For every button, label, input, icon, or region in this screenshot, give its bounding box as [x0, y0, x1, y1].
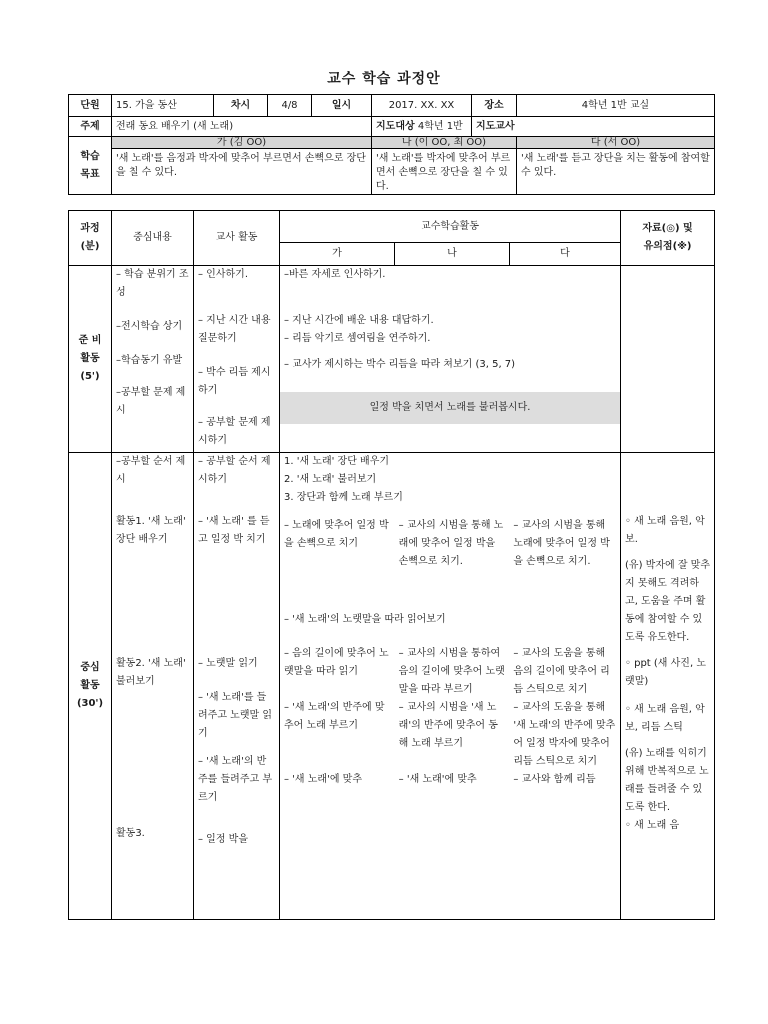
act2-a3: – '새 노래'의 반주에 맞추어 노래 부르기: [284, 702, 385, 731]
act1-materials: ◦ 새 노래 음원, 악보.: [625, 516, 705, 545]
act2-c3: – 교사의 도움을 통해 '새 노래'의 반주에 맞추어 일정 박자에 맞추어 리듬 스틱으로 치기: [513, 702, 616, 767]
core-teacher-item: – 일정 박을: [198, 834, 248, 845]
place-label: 장소: [472, 95, 517, 117]
act2-row2: [280, 645, 620, 699]
target-label: 지도대상: [376, 120, 415, 132]
prep-teacher-item: – 지난 시간 내용 질문하기: [198, 315, 271, 344]
core-teacher: [194, 453, 280, 920]
learning-problem-box: 일정 박을 치면서 노래를 불러봅시다.: [280, 392, 620, 424]
teacher-activity-header: 교사 활동: [194, 211, 280, 266]
act3-row: [280, 771, 620, 789]
core-phase: [69, 453, 112, 920]
core-content-item: 활동3.: [116, 828, 145, 839]
group-a-header: 가 (김 OO): [112, 137, 372, 149]
act2-materials-1: ◦ ppt (새 사진, 노랫말): [625, 658, 706, 687]
act3-materials: ◦ 새 노래 음: [625, 820, 680, 831]
prep-content-item: –전시학습 상기: [116, 321, 183, 332]
target-value: [372, 117, 472, 137]
prep-teacher-item: – 박수 리듬 제시하기: [198, 367, 271, 396]
core-teacher-item: – 노랫말 읽기: [198, 658, 258, 669]
act2-c2: – 교사의 도움을 통해 음의 길이에 맞추어 리듬 스틱으로 치기: [513, 648, 610, 695]
activity-header: 교수학습활동: [280, 211, 621, 243]
core-phase-line3: (30'): [76, 698, 104, 709]
date-label: 일시: [312, 95, 372, 117]
prep-phase-line2: 활동: [80, 353, 100, 364]
prep-phase-line3: (5'): [80, 371, 100, 382]
unit-value: 15. 가을 동산: [112, 95, 214, 117]
prep-teacher-item: – 인사하기.: [198, 269, 248, 280]
act2-materials-2: ◦ 새 노래 음원, 악보, 리듬 스틱: [625, 704, 705, 733]
core-materials: [621, 453, 715, 920]
page-title: 교수 학습 과정안: [327, 71, 441, 87]
act3-a: – '새 노래'에 맞추: [284, 774, 362, 785]
prep-teacher-item: – 공부할 문제 제시하기: [198, 417, 271, 446]
period-value: 4/8: [268, 95, 312, 117]
act2-b2: – 교사의 시범을 통하여 음의 길이에 맞추어 노랫말을 따라 부르기: [398, 648, 505, 695]
core-teacher-item: – 공부할 순서 제시하기: [198, 456, 271, 485]
prep-phase: [69, 266, 112, 453]
group-c-col: 다: [510, 243, 621, 266]
prep-activity-item: –바른 자세로 인사하기.: [284, 269, 386, 280]
core-phase-line1: 중심: [80, 662, 100, 673]
period-label: 차시: [214, 95, 268, 117]
core-content-item: –공부할 순서 제시: [116, 456, 186, 485]
prep-content-item: –학습동기 유발: [116, 355, 183, 366]
process-header-line2: (분): [80, 241, 100, 252]
act2-row1: – '새 노래'의 노랫말을 따라 읽어보기: [284, 614, 446, 625]
lesson-info-table: [68, 94, 715, 195]
topic-label: 주제: [69, 117, 112, 137]
objective-label-line1: 학습: [80, 150, 100, 162]
objective-c: '새 노래'를 듣고 장단을 치는 활동에 참여할 수 있다.: [517, 149, 715, 195]
group-b-col: 나: [395, 243, 510, 266]
act1-note: (유) 박자에 잘 맞추지 못해도 격려하고, 도움을 주며 활동에 참여할 수 있도록 유도한다.: [625, 560, 710, 643]
act2-b3: – 교사의 시범을 '새 노래'의 반주에 맞추어 동해 노래 부르기: [398, 702, 498, 749]
objective-b: '새 노래'를 박자에 맞추어 부르면서 손뼉으로 장단을 칠 수 있다.: [372, 149, 517, 195]
teacher-cell: [472, 117, 715, 137]
act1-a: – 노래에 맞추어 일정 박을 손뼉으로 치기: [284, 520, 389, 549]
materials-header: [621, 211, 715, 266]
prep-content-item: –공부할 문제 제시: [116, 387, 186, 416]
act2-note: (유) 노래를 익히기 위해 반복적으로 노래를 들려줄 수 있도록 한다.: [625, 748, 709, 813]
act2-row3: [280, 699, 620, 771]
teacher-label: 지도교사: [476, 120, 515, 132]
core-teacher-item: – '새 노래' 를 듣고 일정 박 치기: [198, 516, 270, 545]
core-phase-line2: 활동: [80, 680, 100, 691]
act1-b: – 교사의 시범을 통해 노래에 맞추어 일정 박을 손뼉으로 치기.: [398, 520, 504, 567]
core-content-item: 활동1. '새 노래' 장단 배우기: [116, 516, 186, 545]
order-item: 2. '새 노래' 불러보기: [284, 474, 377, 485]
lesson-process-table: [68, 210, 715, 920]
prep-activity-item: – 지난 시간에 배운 내용 대답하기.: [284, 315, 434, 326]
act1-row: [280, 517, 620, 571]
order-item: 1. '새 노래' 장단 배우기: [284, 456, 390, 467]
prep-materials: [621, 266, 715, 453]
act2-a2: – 음의 길이에 맞추어 노랫말을 따라 읽기: [284, 648, 389, 677]
core-content-item: 활동2. '새 노래' 불러보기: [116, 658, 186, 687]
prep-activity: [280, 266, 621, 453]
prep-activity-item: – 교사가 제시하는 박수 리듬을 따라 쳐보기 (3, 5, 7): [284, 359, 516, 370]
date-value: 2017. XX. XX: [372, 95, 472, 117]
group-b-header: 나 (이 OO, 최 OO): [372, 137, 517, 149]
order-item: 3. 장단과 함께 노래 부르기: [284, 492, 403, 503]
process-header: [69, 211, 112, 266]
place-value: 4학년 1반 교실: [517, 95, 715, 117]
core-activity: [280, 453, 621, 920]
prep-teacher: [194, 266, 280, 453]
group-c-header: 다 (서 OO): [517, 137, 715, 149]
objective-label-line2: 목표: [80, 168, 100, 180]
materials-header-line2: 유의점(※): [643, 241, 692, 252]
prep-activity-item: – 리듬 악기로 셈여림을 연주하기.: [284, 333, 431, 344]
objective-label: [69, 137, 112, 195]
group-a-col: 가: [280, 243, 395, 266]
act3-c: – 교사와 함께 리듬: [513, 774, 596, 785]
act3-b: – '새 노래'에 맞추: [398, 774, 477, 785]
prep-content: [112, 266, 194, 453]
prep-phase-line1: 준 비: [78, 335, 102, 346]
objective-a: '새 노래'를 음정과 박자에 맞추어 부르면서 손뼉으로 장단을 칠 수 있다.: [112, 149, 372, 195]
materials-header-line1: 자료(◎) 및: [642, 223, 693, 234]
content-header: 중심내용: [112, 211, 194, 266]
prep-content-item: – 학습 분위기 조성: [116, 269, 189, 298]
core-teacher-item: – '새 노래'의 반주를 들려주고 부르기: [198, 756, 272, 803]
act1-c: – 교사의 시범을 통해 노래에 맞추어 일정 박을 손뼉으로 치기.: [513, 520, 610, 567]
unit-label: 단원: [69, 95, 112, 117]
core-content: [112, 453, 194, 920]
topic-value: 전래 동요 배우기 (새 노래): [112, 117, 372, 137]
core-teacher-item: – '새 노래'를 들려주고 노랫말 읽기: [198, 692, 272, 739]
target-text: 4학년 1반: [417, 120, 463, 132]
process-header-line1: 과정: [80, 223, 100, 234]
